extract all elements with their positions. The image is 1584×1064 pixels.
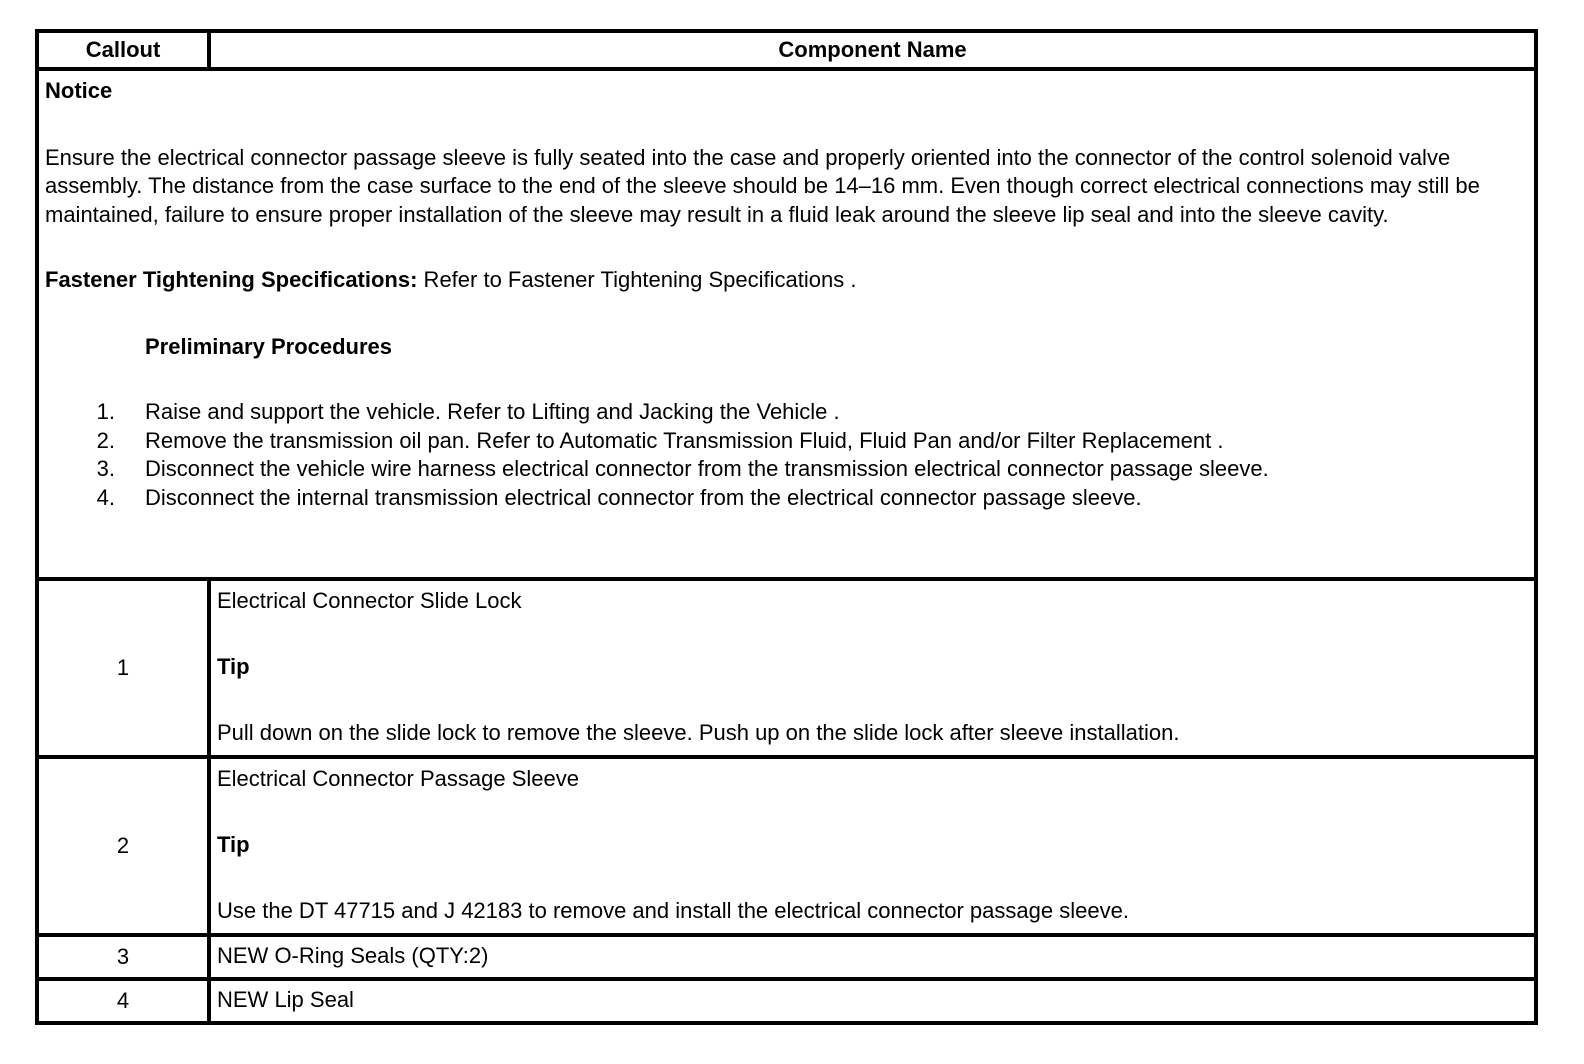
tip-text: Pull down on the slide lock to remove the sleeve. Push up on the slide lock after sleeve installation. — [217, 720, 1180, 745]
notice-title: Notice — [45, 78, 113, 103]
notice-section — [37, 69, 1536, 579]
tip-label: Tip — [217, 832, 250, 857]
step-text: Disconnect the vehicle wire harness electrical connector from the transmission electrical connector passage sleeve. — [145, 456, 1269, 481]
callout-number: 2 — [37, 757, 209, 935]
component-name-header: Component Name — [209, 31, 1536, 69]
step-number: 2. — [96, 427, 115, 453]
list-item — [45, 427, 1528, 456]
fastener-spec-label: Fastener Tightening Specifications: — [45, 267, 418, 292]
component-name: Electrical Connector Passage Sleeve — [217, 766, 579, 791]
component-cell — [209, 579, 1536, 757]
component-cell — [209, 757, 1536, 935]
procedure-steps — [45, 398, 1528, 512]
fastener-spec — [45, 266, 1528, 295]
component-name: NEW Lip Seal — [209, 979, 1536, 1023]
component-name: NEW O-Ring Seals (QTY:2) — [209, 935, 1536, 979]
table-row — [37, 757, 1536, 935]
list-item — [45, 398, 1528, 427]
notice-row — [37, 69, 1536, 579]
step-number: 4. — [96, 484, 115, 510]
callout-number: 4 — [37, 979, 209, 1023]
table-row — [37, 979, 1536, 1023]
callout-number: 1 — [37, 579, 209, 757]
list-item — [45, 484, 1528, 513]
step-number: 1. — [96, 399, 115, 424]
callout-number: 3 — [37, 935, 209, 979]
table-row — [37, 579, 1536, 757]
table-row — [37, 935, 1536, 979]
preliminary-procedures-title: Preliminary Procedures — [145, 333, 393, 359]
step-text: Disconnect the internal transmission electrical connector from the electrical connector passage sleeve. — [145, 484, 1142, 510]
fastener-spec-text: Refer to Fastener Tightening Specifications . — [417, 267, 857, 292]
tip-text: Use the DT 47715 and J 42183 to remove and install the electrical connector passage sleeve. — [217, 898, 1129, 923]
notice-text: Ensure the electrical connector passage sleeve is fully seated into the case and properly oriented into the connector of the control solenoid valve assembly. The distance from the case surface to the end of the sleeve should be 14–16 mm. Even though correct electrical connections may still be maintained, failure to ensure proper installation of the sleeve may result in a fluid leak around the sleeve lip seal and into the sleeve cavity. — [45, 144, 1480, 227]
step-text: Raise and support the vehicle. Refer to Lifting and Jacking the Vehicle . — [145, 399, 840, 424]
tip-label: Tip — [217, 654, 250, 679]
step-text: Remove the transmission oil pan. Refer to Automatic Transmission Fluid, Fluid Pan and/or Filter Replacement . — [145, 427, 1224, 453]
list-item — [45, 455, 1528, 484]
component-name: Electrical Connector Slide Lock — [217, 588, 522, 613]
step-number: 3. — [96, 456, 115, 481]
table-header-row — [37, 31, 1536, 69]
component-table — [35, 29, 1538, 1025]
callout-header: Callout — [37, 31, 209, 69]
